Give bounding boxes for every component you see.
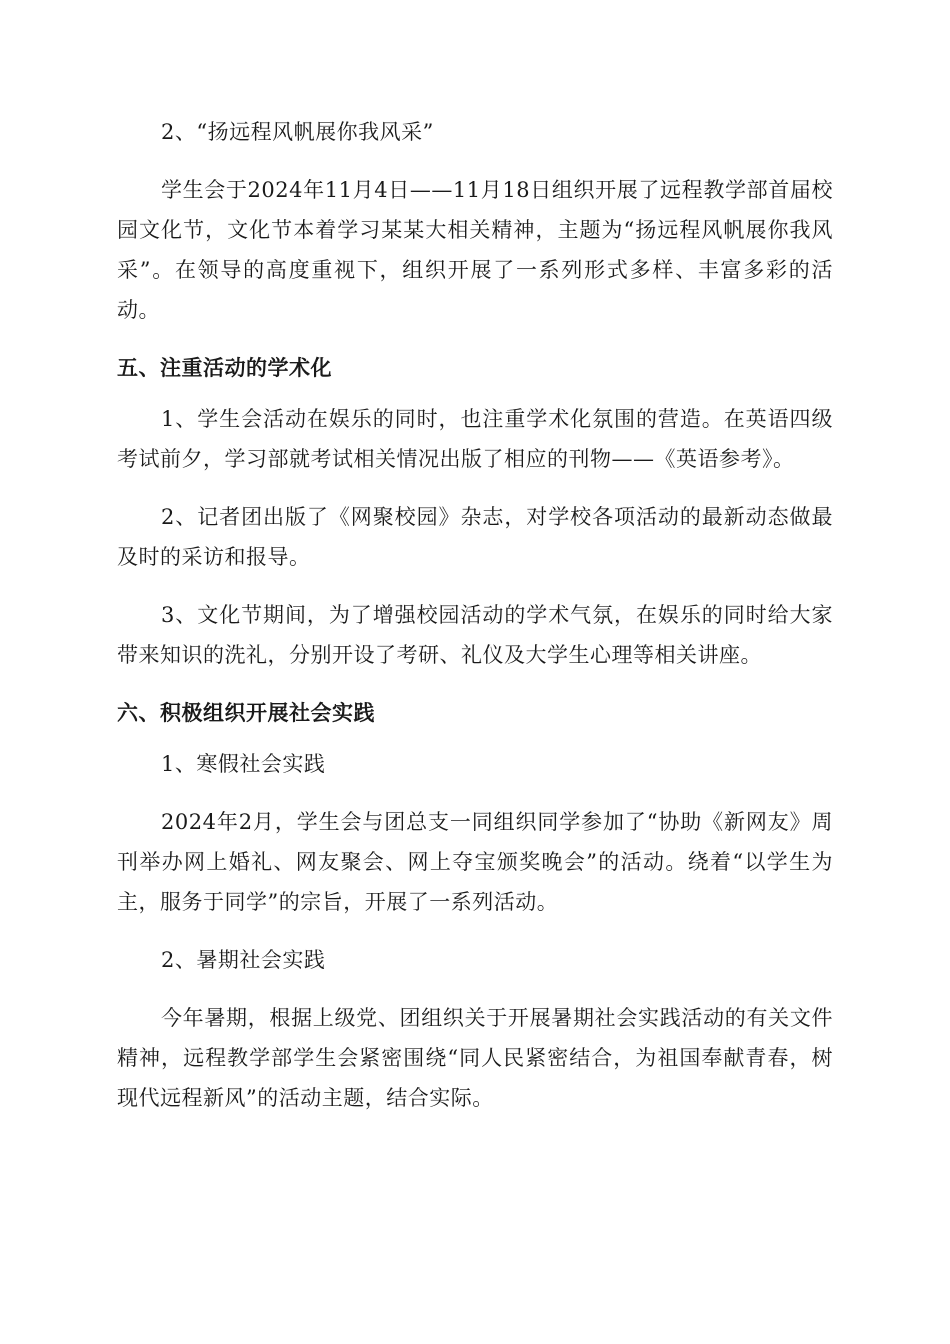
paragraph-winter-practice: 2024年2月，学生会与团总支一同组织同学参加了“协助《新网友》周刊举办网上婚礼、网友聚会、网上夺宝颁奖晚会”的活动。绕着“以学生为主，服务于同学”的宗旨，开展了一系列活动。 <box>117 810 833 914</box>
paragraph-english-reference: 1、学生会活动在娱乐的同时，也注重学术化氛围的营造。在英语四级考试前夕，学习部就考试相关情况出版了相应的刊物——《英语参考》。 <box>117 407 833 471</box>
paragraph-press-corps: 2、记者团出版了《网聚校园》杂志，对学校各项活动的最新动态做最及时的采访和报导。 <box>117 505 833 569</box>
paragraph-lectures: 3、文化节期间，为了增强校园活动的学术气氛，在娱乐的同时给大家带来知识的洗礼，分别开设了考研、礼仪及大学生心理等相关讲座。 <box>117 603 833 667</box>
section-heading-academic: 五、注重活动的学术化 <box>117 356 332 380</box>
subheading-summer-practice: 2、暑期社会实践 <box>161 948 326 972</box>
section-heading-social-practice: 六、积极组织开展社会实践 <box>117 701 375 725</box>
paragraph-culture-festival: 学生会于2024年11月4日——11月18日组织开展了远程教学部首届校园文化节，文化节本着学习某某大相关精神，主题为“扬远程风帆展你我风采”。在领导的高度重视下，组织开展了一系列形式多样、丰富多彩的活动。 <box>117 178 833 322</box>
subheading-campus-culture-festival: 2、“扬远程风帆展你我风采” <box>161 120 434 144</box>
subheading-winter-practice: 1、寒假社会实践 <box>161 752 326 776</box>
document-body <box>117 112 833 1118</box>
paragraph-summer-practice: 今年暑期，根据上级党、团组织关于开展暑期社会实践活动的有关文件精神，远程教学部学生会紧密围绕“同人民紧密结合，为祖国奉献青春，树现代远程新风”的活动主题，结合实际。 <box>117 1006 833 1110</box>
